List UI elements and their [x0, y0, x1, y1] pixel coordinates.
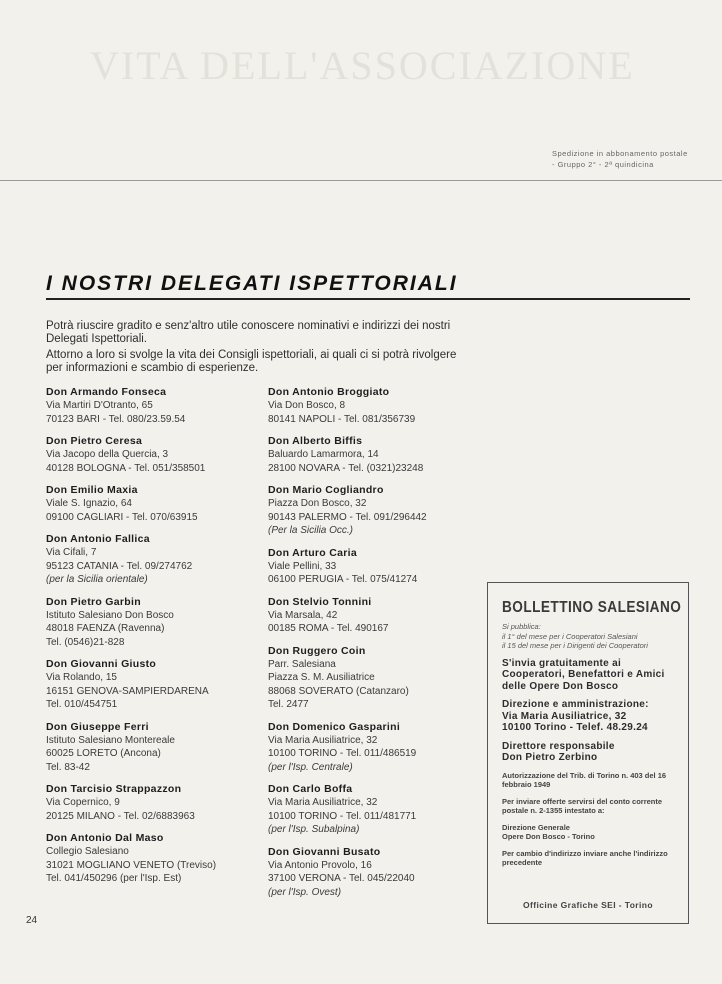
publication-line-1: il 1° del mese per i Cooperatori Salesiani [502, 631, 638, 641]
delegate-address-line: Tel. 010/454751 [46, 699, 118, 710]
delegate-name: Don Tarcisio Strappazzon [46, 783, 182, 795]
delegate-address-line: Tel. 2477 [268, 699, 309, 710]
delegates-column-left [46, 386, 256, 895]
director-name: Don Pietro Zerbino [502, 752, 598, 763]
delegate-name: Don Armando Fonseca [46, 386, 167, 398]
delegate-address-line: Parr. Salesiana [268, 658, 336, 670]
section-title: I NOSTRI DELEGATI ISPETTORIALI [46, 272, 458, 295]
delegate-note: (per l'Isp. Ovest) [268, 886, 342, 898]
delegate-entry [46, 435, 256, 475]
delegate-name: Don Alberto Biffis [268, 435, 363, 447]
delegate-address-line: Via Jacopo della Quercia, 3 [46, 449, 169, 460]
admin-address: Via Maria Ausiliatrice, 32 [502, 710, 627, 722]
general-direction-label: Direzione Generale [502, 822, 570, 832]
donations-note: Per inviare offerte servirsi del conto corrente postale n. 2-1355 intestato a: [502, 796, 663, 815]
admin-label: Direzione e amministrazione: [502, 699, 649, 710]
delegate-entry [268, 547, 478, 587]
delegate-name: Don Arturo Caria [268, 546, 357, 559]
delegate-name: Don Emilio Maxia [46, 484, 138, 496]
intro-paragraph-2: Attorno a loro si svolge la vita dei Consigli ispettoriali, ai quali ci si potrà rivolgere per informazioni e scambio di esperienze. [46, 349, 457, 374]
delegate-entry [268, 596, 478, 636]
delegate-address-line: 09100 CAGLIARI - Tel. 070/63915 [46, 511, 198, 523]
publication-label: Si pubblica: [502, 622, 541, 631]
delegate-note: (per l'Isp. Subalpina) [268, 824, 360, 835]
delegate-address-line: 10100 TORINO - Tel. 011/486519 [268, 748, 417, 759]
delegate-address-line: Via Copernico, 9 [46, 797, 120, 808]
delegate-address-line: Istituto Salesiano Montereale [46, 734, 175, 746]
delegate-address-line: Collegio Salesiano [46, 846, 129, 857]
title-divider [46, 298, 690, 300]
delegate-address-line: Via Martiri D'Otranto, 65 [46, 400, 153, 411]
delegate-address-line: Viale S. Ignazio, 64 [46, 498, 132, 509]
delegate-address-line: 80141 NAPOLI - Tel. 081/356739 [268, 413, 416, 425]
delegate-address-line: 70123 BARI - Tel. 080/23.59.54 [46, 413, 186, 425]
delegate-address-line: 60025 LORETO (Ancona) [46, 748, 161, 759]
intro-text [46, 320, 466, 378]
delegate-name: Don Antonio Broggiato [268, 386, 390, 398]
delegate-entry [46, 596, 256, 650]
delegate-address-line: 16151 GENOVA-SAMPIERDARENA [46, 685, 209, 697]
delegate-address-line: Tel. (0546)21-828 [46, 636, 125, 648]
delegate-address-line: 48018 FAENZA (Ravenna) [46, 623, 165, 634]
address-change-note: Per cambio d'indirizzo inviare anche l'indirizzo precedente [502, 848, 668, 867]
delegates-column-middle [268, 386, 478, 908]
printer-credit: Officine Grafiche SEI - Torino [523, 900, 653, 910]
intro-paragraph-1: Potrà riuscire gradito e senz'altro utile conoscere nominativi e indirizzi dei nostri Delegati Ispettoriali. [46, 320, 451, 345]
admin-city: 10100 Torino - Telef. 48.29.24 [502, 722, 648, 733]
delegate-address-line: 37100 VERONA - Tel. 045/22040 [268, 873, 415, 884]
delegate-address-line: Tel. 83-42 [46, 761, 90, 773]
delegate-address-line: Via Cifali, 7 [46, 547, 97, 558]
free-notice: S'invia gratuitamente ai Cooperatori, Benefattori e Amici delle Opere Don Bosco [502, 657, 665, 692]
delegate-entry [46, 533, 256, 587]
delegate-address-line: 20125 MILANO - Tel. 02/6883963 [46, 810, 195, 822]
delegate-address-line: Via Maria Ausiliatrice, 32 [268, 797, 378, 808]
delegate-address-line: Piazza Don Bosco, 32 [268, 498, 367, 509]
delegate-entry [268, 435, 478, 475]
delegate-address-line: 40128 BOLOGNA - Tel. 051/358501 [46, 462, 206, 474]
general-direction-value: Opere Don Bosco - Torino [502, 832, 595, 841]
delegate-name: Don Antonio Fallica [46, 533, 150, 545]
delegate-entry [268, 783, 478, 837]
delegate-name: Don Giovanni Giusto [46, 658, 157, 670]
delegate-entry [268, 846, 478, 900]
delegate-name: Don Pietro Ceresa [46, 435, 143, 447]
delegate-address-line: 95123 CATANIA - Tel. 09/274762 [46, 560, 193, 572]
delegate-note: (Per la Sicilia Occ.) [268, 525, 354, 536]
delegate-name: Don Giuseppe Ferri [46, 720, 149, 733]
delegate-address-line: Istituto Salesiano Don Bosco [46, 609, 174, 621]
delegate-name: Don Stelvio Tonnini [268, 595, 372, 608]
delegate-address-line: Tel. 041/450296 (per l'Isp. Est) [46, 873, 182, 884]
delegate-name: Don Carlo Boffa [268, 783, 353, 795]
delegate-address-line: Via Marsala, 42 [268, 609, 338, 621]
delegate-address-line: 90143 PALERMO - Tel. 091/296442 [268, 511, 427, 523]
delegate-address-line: Via Antonio Provolo, 16 [268, 859, 372, 871]
delegate-name: Don Domenico Gasparini [268, 720, 401, 733]
faded-header: VITA DELL'ASSOCIAZIONE [90, 43, 635, 88]
delegate-entry [268, 645, 478, 712]
delegate-name: Don Pietro Garbin [46, 595, 141, 608]
colophon-box [487, 582, 689, 924]
delegate-note: (per la Sicilia orientale) [46, 574, 148, 585]
authorization-note: Autorizzazione del Trib. di Torino n. 403 del 16 febbraio 1949 [502, 770, 667, 789]
publication-line-2: il 15 del mese per i Dirigenti dei Cooperatori [502, 641, 648, 650]
postal-note: Spedizione in abbonamento postale - Gruppo 2° - 2ª quindicina [552, 149, 688, 169]
delegate-address-line: 00185 ROMA - Tel. 490167 [268, 623, 389, 634]
delegate-entry [46, 658, 256, 712]
delegate-address-line: Via Rolando, 15 [46, 672, 117, 683]
delegate-entry [268, 484, 478, 538]
delegate-address-line: Piazza S. M. Ausiliatrice [268, 672, 375, 683]
delegate-address-line: Via Maria Ausiliatrice, 32 [268, 734, 378, 746]
delegate-name: Don Giovanni Busato [268, 845, 381, 858]
delegate-entry [46, 832, 256, 886]
delegate-name: Don Ruggero Coin [268, 644, 366, 657]
delegate-address-line: Baluardo Lamarmora, 14 [268, 449, 379, 460]
delegate-address-line: 28100 NOVARA - Tel. (0321)23248 [268, 462, 424, 474]
delegate-entry [46, 484, 256, 524]
delegate-entry [46, 783, 256, 823]
delegate-address-line: Via Don Bosco, 8 [268, 400, 346, 411]
delegate-entry [46, 386, 256, 426]
delegate-entry [268, 721, 478, 775]
delegate-note: (per l'Isp. Centrale) [268, 761, 353, 773]
delegate-name: Don Antonio Dal Maso [46, 832, 164, 844]
delegate-address-line: 10100 TORINO - Tel. 011/481771 [268, 810, 417, 822]
page-number: 24 [26, 915, 38, 926]
top-divider [0, 180, 722, 181]
delegate-address-line: Viale Pellini, 33 [268, 560, 337, 572]
colophon-title: BOLLETTINO SALESIANO [502, 599, 682, 616]
delegate-address-line: 88068 SOVERATO (Catanzaro) [268, 685, 409, 697]
delegate-address-line: 06100 PERUGIA - Tel. 075/41274 [268, 574, 418, 585]
director-label: Direttore responsabile [502, 740, 615, 752]
delegate-name: Don Mario Cogliandro [268, 484, 384, 496]
delegate-entry [46, 721, 256, 775]
delegate-address-line: 31021 MOGLIANO VENETO (Treviso) [46, 859, 217, 871]
delegate-entry [268, 386, 478, 426]
